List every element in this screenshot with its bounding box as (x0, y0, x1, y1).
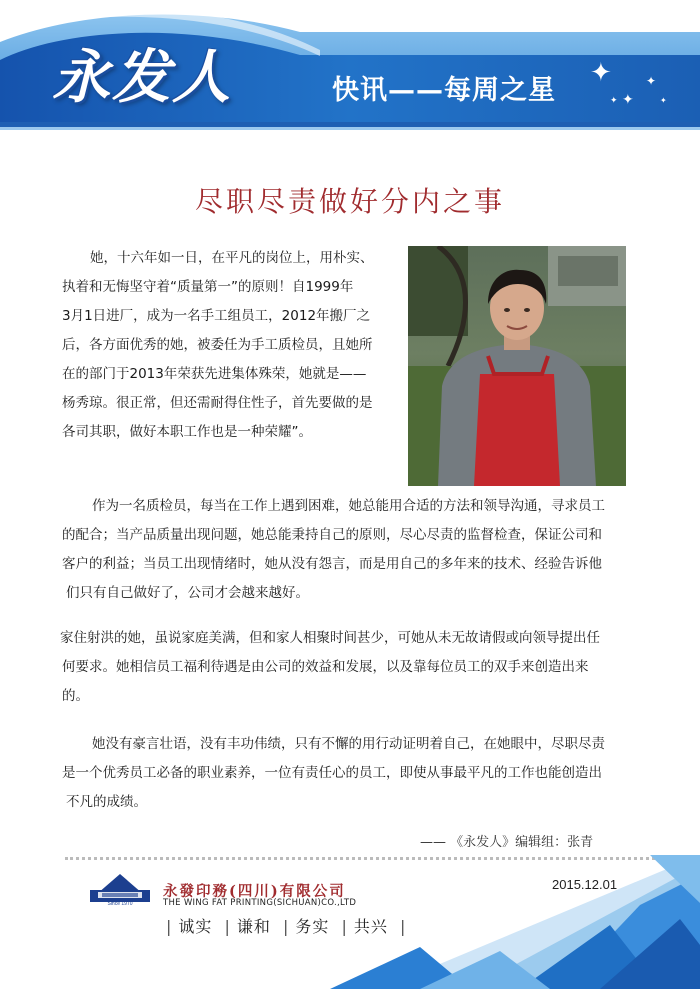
brand-logo: 永发人 (52, 43, 233, 111)
divider-bar: | (224, 917, 231, 936)
article-title: 尽职尽责做好分内之事 (194, 185, 505, 218)
sparkle-icon: ✦ (646, 74, 657, 88)
header-banner (0, 0, 700, 132)
employee-photo (408, 246, 626, 486)
value-item: 诚实 (178, 917, 213, 936)
text-line: 是一个优秀员工必备的职业素养，一位有责任心的员工，即使从事最平凡的工作也能创造出 (62, 765, 602, 781)
section-title: 快讯——每周之星 (332, 75, 556, 106)
text-line: 客户的利益；当员工出现情绪时，她从没有怨言，而是用自己的多年来的技术、经验告诉他 (62, 556, 602, 572)
value-item: 共兴 (353, 917, 388, 936)
text-line: 各司其职，做好本职工作也是一种荣耀”。 (62, 424, 312, 440)
paragraph-family (62, 624, 640, 711)
text-line: 何要求。她相信员工福利待遇是由公司的效益和发展，以及靠每位员工的双手来创造出来 (62, 659, 589, 675)
divider-bar: | (341, 917, 348, 936)
divider-bar: | (283, 917, 290, 936)
text-line: 她，十六年如一日，在平凡的岗位上，用朴实、 (90, 250, 374, 266)
company-name-en: THE WING FAT PRINTING(SICHUAN)CO.,LTD (163, 898, 357, 908)
sparkle-icon: ✦ (590, 58, 612, 88)
divider-bar: | (166, 917, 173, 936)
editor-signature: —— 《永发人》编辑组：张青 (420, 835, 594, 850)
text-line: 杨秀琼。很正常，但还需耐得住性子，首先要做的是 (62, 395, 373, 411)
paragraph-duties (62, 492, 640, 608)
text-line: 她没有豪言壮语，没有丰功伟绩，只有不懈的用行动证明着自己，在她眼中，尽职尽责 (92, 736, 605, 752)
issue-date: 2015.12.01 (552, 877, 618, 892)
sparkle-icon: ✦ (622, 92, 634, 108)
text-line: 不凡的成绩。 (66, 794, 147, 810)
sparkle-icon: ✦ (660, 96, 667, 105)
text-line: 后，各方面优秀的她，被委任为手工质检员，且她所 (62, 337, 373, 353)
text-line: 们只有自己做好了，公司才会越来越好。 (66, 585, 309, 601)
paragraph-intro (62, 244, 402, 447)
text-line: 家住射洪的她，虽说家庭美满，但和家人相聚时间甚少，可她从未无故请假或向领导提出任 (60, 630, 600, 646)
text-line: 在的部门于2013年荣获先进集体殊荣，她就是—— (62, 366, 367, 382)
logo-caption: Since 1970 (107, 901, 133, 907)
company-name-cn: 永發印務(四川)有限公司 (163, 883, 346, 900)
value-item: 务实 (295, 917, 330, 936)
employee-photo-illustration (408, 246, 626, 486)
text-line: 的。 (62, 688, 89, 704)
text-line: 的配合；当产品质量出现问题，她总能秉持自己的原则，尽心尽责的监督检查，保证公司和 (62, 527, 602, 543)
text-line: 3月1日进厂，成为一名手工组员工，2012年搬厂之 (62, 308, 371, 324)
paragraph-conclusion (62, 730, 640, 817)
text-line: 执着和无悔坚守着“质量第一”的原则！自1999年 (62, 279, 354, 295)
divider-bar: | (400, 917, 407, 936)
sparkle-icon: ✦ (610, 96, 618, 106)
value-item: 谦和 (236, 917, 271, 936)
footer-decoration (0, 855, 700, 989)
text-line: 作为一名质检员，每当在工作上遇到困难，她总能用合适的方法和领导沟通，寻求员工 (92, 498, 605, 514)
